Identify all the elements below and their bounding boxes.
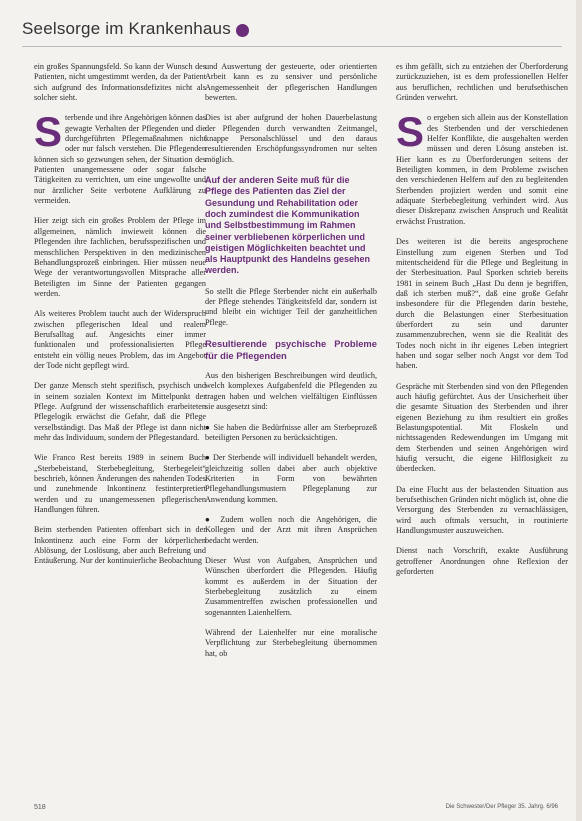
page-edge xyxy=(576,0,582,821)
paragraph: Während der Laienhelfer nur eine moralische Verpflichtung zur Sterbebegleitung übernommen hat, ob xyxy=(205,628,377,658)
paragraph: ein großes Spannungsfeld. So kann der Wunsch des Patienten, nicht umgestimmt werden, da der Patient sich aufgrund des Informationsdefizites nicht als solcher sieht. xyxy=(34,62,206,103)
paragraph: Des weiteren ist die bereits angesprochene Einstellung zum eigenen Sterben und Tod mitentscheidend für die Pflege und Begleitung in der Sterbesituation. Paul Sporken schrieb bereits 1981 in seinem Buch „Hast Du denn je begriffen, daß ich sterben muß?“, daß eine große Gefahr insbesondere für die Pflegenden darin bestehe, durch die Belastungen einer Sterbesituation überfordert zu sein und darunter zusammenzubrechen, wenn sie die Realität des Todes noch nicht in ihr eigenes Leben integriert haben und sogar selber noch Angst vor dem Tod haben. xyxy=(396,237,568,371)
bullet-item xyxy=(205,453,377,505)
page-number: 518 xyxy=(34,804,46,811)
bullet-text: Der Sterbende will individuell behandelt werden, gleichzeitig sollen dabei aber auch objektive Kriterien in Form von bewährten Pflegehandlungsmustern Pflegeplanung zur Anwendung kommen. xyxy=(205,453,377,504)
paragraph: Aus den bisherigen Beschreibungen wird deutlich, welch komplexes Aufgabenfeld die Pflegenden zu tragen haben und welchen vielfältigen Einflüssen sie ausgesetzt sind: xyxy=(205,371,377,412)
journal-reference: Die Schwester/Der Pfleger 35. Jahrg. 6/96 xyxy=(445,804,558,810)
text-column-3 xyxy=(396,62,568,802)
section-title: Seelsorge im Krankenhaus xyxy=(22,19,231,38)
bullet-text: Zudem wollen noch die Angehörigen, die Kollegen und der Arzt mit ihren Ansprüchen bedacht werden. xyxy=(205,514,377,545)
text-column-1 xyxy=(34,62,206,772)
bullet-item xyxy=(205,515,377,546)
text-column-2 xyxy=(205,62,377,772)
paragraph: Dienst nach Vorschrift, exakte Ausführung getroffener Anordnungen ohne Reflexion der geforderten xyxy=(396,546,568,577)
paragraph: Wie Franco Rest bereits 1989 in seinem Buch „Sterbebeistand, Sterbebegleitung, Sterbegeleit“ beschrieb, können Änderungen des nahenden Todes und zunehmende Inkontinenz festinterpretiert werden und zu unangemessenen pflegerischen Handlungen führen. xyxy=(34,453,206,515)
paragraph-dropcap xyxy=(34,108,206,206)
paragraph: und Auswertung der gesteuerte, oder orientierten Arbeit kann es zu sensiver und persönliche Angemessenheit der pflegerischen Handlungen bewerten. xyxy=(205,62,377,103)
paragraph-text: o ergeben sich allein aus der Konstellation des Sterbenden und der verschiedenen Helfer Konflikte, die ausgehalten werden müssen und deren Lösung ansteben ist. Hier kann es zu Überforderungen seitens der Beteiligten kommen, in dem Probleme zwischen den verschiedenen Helfern auf den zu begleitenden Sterbenden projiziert werden und somit eine adäquate Sterbebegleitung verhindert wird. Aus dieser Diskrepanz zwischen Anspruch und Realität erwächst Frustration. xyxy=(396,113,568,226)
bullet-text: Sie haben die Bedürfnisse aller am Sterbeprozeß beteiligten Personen zu berücksichtigen. xyxy=(205,422,377,442)
drop-cap: S xyxy=(34,108,63,156)
purple-dot-icon xyxy=(236,24,249,37)
paragraph: es ihm gefällt, sich zu entziehen der Überforderung zurückzuziehen, ist es dem professionellen Helfer aus beruflichen, rechtlichen und berufsethischen Gründen verwehrt. xyxy=(396,62,568,103)
paragraph: Da eine Flucht aus der belastenden Situation aus berufsethischen Gründen nicht möglich ist, ohne die Versorgung des Sterbenden zu vernachlässigen, wird auch oftmals versucht, in routinierte Handlungsmuster auszuweichen. xyxy=(396,484,568,536)
header-divider xyxy=(22,46,562,47)
pull-quote: Auf der anderen Seite muß für die Pflege des Patienten das Ziel der Gesundung und Rehabilitation oder doch zumindest die Kommunikation und Selbstbestimmung im Rahmen seiner verbliebenen körperlichen und geistigen Möglichkeiten beachtet und als Hauptpunkt des Handelns gesehen werden. xyxy=(205,175,371,276)
paragraph: Als weiteres Problem taucht auch der Widerspruch zwischen pflegerischen Ideal und realem Berufsalltag auf. Angesichts einer immer funktionalen und professionalisierten Pflege entsteht ein völlig neues Problem, das im Angebot der Tode nicht gepflegt wird. xyxy=(34,309,206,370)
bullet-icon: ● xyxy=(205,514,221,524)
bullet-icon: ● xyxy=(205,453,214,463)
bullet-icon: ● xyxy=(205,422,214,432)
paragraph: Beim sterbenden Patienten offenbart sich in der Inkontinenz auch eine Form der körperlichen Ablösung, der Loslösung, aber auch Befreiung und Entäußerung. Nur der kontinuierliche Beobachtung xyxy=(34,525,206,566)
paragraph: Dies ist aber aufgrund der hohen Dauerbelastung der Pflegenden durch verwandten Zeitmangel, knappe Personalschlüssel und den daraus resultierenden Erschöpfungssyndromen nur selten möglich. xyxy=(205,113,377,164)
bullet-item xyxy=(205,423,377,444)
drop-cap: S xyxy=(396,108,425,156)
subheading: Resultierende psychische Probleme für die Pflegenden xyxy=(205,338,377,361)
paragraph-text: terbende und ihre Angehörigen können das gewagte Verhalten der Pflegenden und die durchgeführten Pflegemaßnahmen nicht oder nur falsch verstehen. Die Pflegenden können sich so gezwungen sehen, der Situation des Patienten unangemessene oder sogar falsche Tätigkeiten zu verrichten, um eine ungewollte und nur ärztlicher Seite verbotene Aufklärung zu vermeiden. xyxy=(34,113,206,206)
paragraph: Gespräche mit Sterbenden sind von den Pflegenden auch häufig gefürchtet. Aus der Unsicherheit über die gesamte Situation des Sterbenden und ihrer eigenen Beziehung zu ihm resultiert ein großes Belastungspotential. Mit Floskeln und nichtssagenden Redewendungen im Umgang mit dem Sterbenden und seinen Angehörigen wird häufig versucht, die eigene Hilflosigkeit zu überdecken. xyxy=(396,381,568,474)
paragraph: Der ganze Mensch steht spezifisch, psychisch und in seinem sozialen Kontext im Mittelpunkt der Pflege. Aufgrund der wissenschaftlich erarbeiteten Pflegelogik erwächst die Gefahr, daß die Pflege verselbständigt. Das Maß der Pflege ist dann nicht mehr das Individuum, sondern der Pflegestandard. xyxy=(34,381,206,442)
paragraph: Hier zeigt sich ein großes Problem der Pflege im allgemeinen, nämlich inwieweit können die Pflegenden ihre fachlichen, berufsspezifischen und menschlichen Perspektiven in den medizinischen Behandlungsprozeß einbringen. Hier müssen neue Wege der verantwortungsvollen Mitsprache aller Beteiligten im Sinne der Patienten gegangen werden. xyxy=(34,216,206,298)
paragraph: So stellt die Pflege Sterbender nicht ein außerhalb der Pflege stehendes Tätigkeitsfeld dar, sondern ist und bleibt ein wichtiger Teil der ganzheitlichen Pflege. xyxy=(205,286,377,327)
paragraph: Dieser Wust von Aufgaben, Ansprüchen und Wünschen überfordert die Pflegenden. Häufig kommt es außerdem in der Situation der Sterbebegleitung zusätzlich zu einem Zusammentreffen zwischen professionellen und sogenannten Laienhelfern. xyxy=(205,555,377,617)
paragraph-dropcap xyxy=(396,108,568,227)
page-header xyxy=(22,14,562,44)
